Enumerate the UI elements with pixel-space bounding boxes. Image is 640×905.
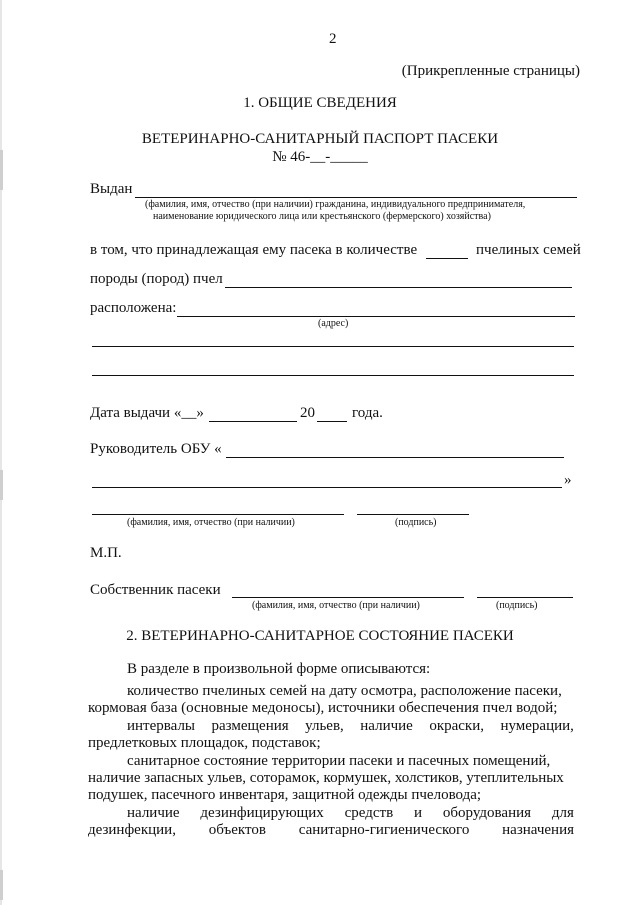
word: и	[414, 805, 423, 821]
head-line	[92, 487, 562, 488]
paragraph-line: подушек, пасечного инвентаря, защитной одежды пчеловода;	[88, 787, 482, 803]
apiary-tail: пчелиных семей	[476, 242, 581, 258]
date-month-line	[209, 421, 297, 422]
paragraph-line: наличие запасных ульев, соторамок, кормушек, холстиков, утеплительных	[88, 770, 564, 786]
issued-hint: наименование юридического лица или крестьянского (фермерского) хозяйства)	[153, 211, 491, 222]
issued-hint: (фамилия, имя, отчество (при наличии) гражданина, индивидуального предпринимателя,	[145, 199, 526, 210]
paragraph-justified-line	[88, 822, 574, 839]
located-label: расположена:	[90, 300, 177, 316]
date-label: Дата выдачи «__»	[90, 405, 204, 421]
word: дезинфекции,	[88, 822, 176, 838]
paragraph-intro: В разделе в произвольной форме описываются:	[127, 661, 431, 677]
word: для	[551, 805, 574, 821]
issued-label: Выдан	[90, 181, 133, 197]
scan-mark	[0, 470, 3, 500]
breed-line	[225, 287, 572, 288]
breed-label: породы (пород) пчел	[90, 271, 223, 287]
head-line	[226, 457, 564, 458]
word: размещения	[211, 718, 289, 734]
address-line	[92, 346, 574, 347]
date-year-suffix: года.	[352, 405, 383, 421]
paragraph-line: кормовая база (основные медоносы), источники обеспечения пчел водой;	[88, 700, 558, 716]
scan-mark	[0, 870, 3, 900]
word: средств	[344, 805, 394, 821]
owner-signature-line	[477, 597, 573, 598]
owner-fio-line	[232, 597, 464, 598]
word: наличие	[127, 805, 180, 821]
close-quote: »	[564, 472, 572, 488]
signature-line	[357, 514, 469, 515]
paragraph-justified-line	[127, 718, 574, 735]
date-year-line	[317, 421, 347, 422]
word: оборудования	[442, 805, 532, 821]
fio-line	[92, 514, 344, 515]
attached-pages-note: (Прикрепленные страницы)	[401, 63, 580, 79]
word: нумерации,	[500, 718, 574, 734]
issued-line	[135, 197, 577, 198]
paragraph-line: предлетковых площадок, подставок;	[88, 735, 321, 751]
fio-hint: (фамилия, имя, отчество (при наличии)	[127, 517, 295, 528]
section1-title: 1. ОБЩИЕ СВЕДЕНИЯ	[243, 95, 397, 111]
date-year-prefix: 20	[300, 405, 315, 421]
signature-hint: (подпись)	[395, 517, 437, 528]
paragraph-line: количество пчелиных семей на дату осмотра, расположение пасеки,	[127, 683, 562, 699]
word: назначения	[502, 822, 574, 838]
page-number: 2	[329, 31, 337, 47]
stamp-label: М.П.	[90, 545, 122, 561]
address-line	[177, 316, 575, 317]
word: наличие	[360, 718, 413, 734]
word: санитарно-гигиенического	[298, 822, 470, 838]
word: окраски,	[429, 718, 484, 734]
paragraph-line: санитарное состояние территории пасеки и пасечных помещений,	[127, 753, 551, 769]
head-label: Руководитель ОБУ «	[90, 441, 222, 457]
word: объектов	[208, 822, 266, 838]
owner-fio-hint: (фамилия, имя, отчество (при наличии)	[252, 600, 420, 611]
paragraph-justified-line	[127, 805, 574, 822]
word: ульев,	[305, 718, 344, 734]
word: интервалы	[127, 718, 196, 734]
passport-number: № 46-__-_____	[272, 149, 368, 165]
count-line	[426, 258, 468, 259]
address-hint: (адрес)	[318, 318, 349, 329]
word: дезинфицирующих	[200, 805, 324, 821]
owner-label: Собственник пасеки	[90, 582, 221, 598]
address-line	[92, 375, 574, 376]
owner-signature-hint: (подпись)	[496, 600, 538, 611]
apiary-text: в том, что принадлежащая ему пасека в количестве	[90, 242, 418, 258]
section2-title: 2. ВЕТЕРИНАРНО-САНИТАРНОЕ СОСТОЯНИЕ ПАСЕКИ	[126, 628, 514, 644]
passport-title: ВЕТЕРИНАРНО-САНИТАРНЫЙ ПАСПОРТ ПАСЕКИ	[141, 131, 499, 147]
